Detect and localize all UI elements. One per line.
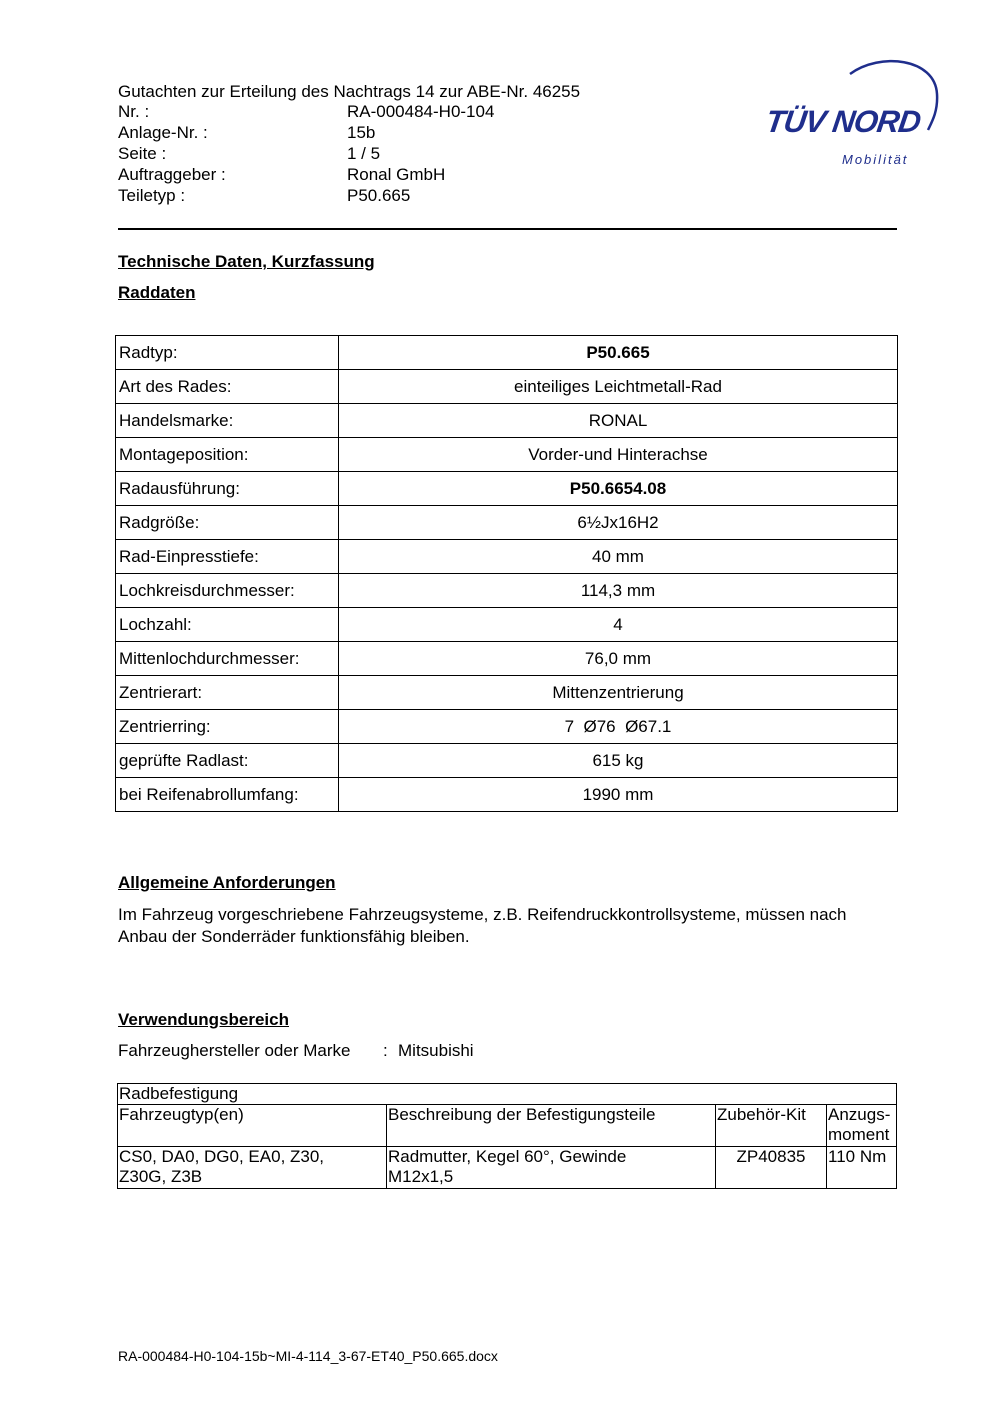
anlage-value: 15b <box>347 123 376 142</box>
teiletyp-value: P50.665 <box>347 186 411 205</box>
table-row <box>116 370 898 404</box>
cell-anzugsmoment: 110 Nm <box>827 1147 897 1189</box>
row-key: Art des Rades: <box>116 370 339 404</box>
row-key: Zentrierart: <box>116 676 339 710</box>
table-caption: Radbefestigung <box>118 1084 897 1105</box>
row-value: 114,3 mm <box>339 574 898 608</box>
table-row <box>116 608 898 642</box>
table-row <box>116 506 898 540</box>
header-zubehoer: Zubehör-Kit <box>716 1105 827 1147</box>
table-caption-row <box>118 1084 897 1105</box>
seite-value: 1 / 5 <box>347 144 381 163</box>
header-beschreibung: Beschreibung der Befestigungsteile <box>387 1105 716 1147</box>
raddaten-heading: Raddaten <box>118 283 196 302</box>
verwendung-heading: Verwendungsbereich <box>118 1010 289 1029</box>
anlage-label: Anlage-Nr. : <box>118 123 208 142</box>
row-value: 76,0 mm <box>339 642 898 676</box>
hersteller-separator: : <box>383 1041 388 1060</box>
cell-zubehoer: ZP40835 <box>716 1147 827 1189</box>
table-row <box>116 778 898 812</box>
table-row <box>118 1147 897 1189</box>
row-value: Vorder-und Hinterachse <box>339 438 898 472</box>
allgemein-heading: Allgemeine Anforderungen <box>118 873 336 892</box>
logo-wordmark: TÜV NORD <box>763 104 923 139</box>
row-value: 4 <box>339 608 898 642</box>
auftraggeber-label: Auftraggeber : <box>118 165 226 184</box>
hersteller-label: Fahrzeughersteller oder Marke <box>118 1041 351 1060</box>
row-key: Lochzahl: <box>116 608 339 642</box>
table-row <box>116 574 898 608</box>
nr-label: Nr. : <box>118 102 150 121</box>
row-value: 1990 mm <box>339 778 898 812</box>
row-key: Handelsmarke: <box>116 404 339 438</box>
nr-value: RA-000484-H0-104 <box>347 102 495 121</box>
row-key: Radausführung: <box>116 472 339 506</box>
row-value: P50.665 <box>339 336 898 370</box>
document-title: Gutachten zur Erteilung des Nachtrags 14 zur ABE-Nr. 46255 <box>118 82 581 101</box>
row-key: Mittenlochdurchmesser: <box>116 642 339 676</box>
row-key: Radtyp: <box>116 336 339 370</box>
auftraggeber-value: Ronal GmbH <box>347 165 446 184</box>
row-key: bei Reifenabrollumfang: <box>116 778 339 812</box>
logo-subtitle: Mobilität <box>842 152 909 167</box>
row-value: 7 Ø76 Ø67.1 <box>339 710 898 744</box>
footer-filename: RA-000484-H0-104-15b~MI-4-114_3-67-ET40_P50.665.docx <box>118 1348 498 1364</box>
seite-label: Seite : <box>118 144 167 163</box>
table-header-row <box>118 1105 897 1147</box>
table-row <box>116 540 898 574</box>
row-value: einteiliges Leichtmetall-Rad <box>339 370 898 404</box>
hersteller-value: Mitsubishi <box>398 1041 474 1060</box>
row-value: 40 mm <box>339 540 898 574</box>
table-row <box>116 472 898 506</box>
row-key: Montageposition: <box>116 438 339 472</box>
table-row <box>116 676 898 710</box>
wheel-data-table <box>115 335 898 812</box>
row-key: geprüfte Radlast: <box>116 744 339 778</box>
tech-heading: Technische Daten, Kurzfassung <box>118 252 375 271</box>
header-fahrzeugtyp: Fahrzeugtyp(en) <box>118 1105 387 1147</box>
teiletyp-label: Teiletyp : <box>118 186 186 205</box>
row-value: 6½Jx16H2 <box>339 506 898 540</box>
table-row <box>116 438 898 472</box>
cell-beschreibung: Radmutter, Kegel 60°, Gewinde M12x1,5 <box>387 1147 716 1189</box>
table-row <box>116 404 898 438</box>
row-key: Zentrierring: <box>116 710 339 744</box>
row-value: RONAL <box>339 404 898 438</box>
row-key: Lochkreisdurchmesser: <box>116 574 339 608</box>
row-value: P50.6654.08 <box>339 472 898 506</box>
table-row <box>116 710 898 744</box>
table-row <box>116 642 898 676</box>
row-key: Rad-Einpresstiefe: <box>116 540 339 574</box>
row-key: Radgröße: <box>116 506 339 540</box>
row-value: 615 kg <box>339 744 898 778</box>
table-row <box>116 744 898 778</box>
allgemein-text: Im Fahrzeug vorgeschriebene Fahrzeugsysteme, z.B. Reifendruckkontrollsysteme, müssen nach Anbau der Sonderräder funktionsfähig bleiben. <box>118 905 847 946</box>
row-value: Mittenzentrierung <box>339 676 898 710</box>
header-anzugsmoment: Anzugs- moment <box>827 1105 897 1147</box>
cell-fahrzeugtyp: CS0, DA0, DG0, EA0, Z30, Z30G, Z3B <box>118 1147 387 1189</box>
header-divider <box>118 228 897 230</box>
table-row <box>116 336 898 370</box>
radbefestigung-table <box>117 1083 897 1189</box>
